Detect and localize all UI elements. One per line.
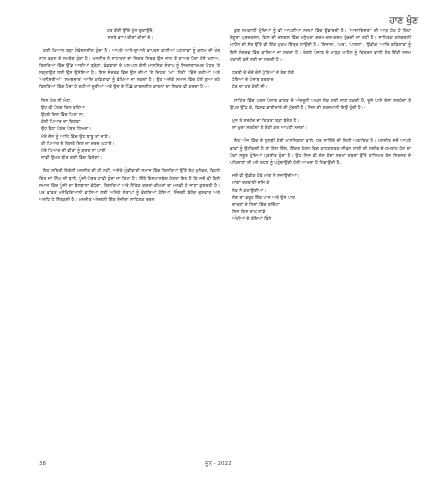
- page-number: 38: [39, 461, 46, 467]
- verse-line: ਉਹ ਬੈਠਾ ਪੱਥਰ ਪੱਥਰ ਲਿਖਦਾ।: [41, 127, 92, 133]
- verse-line: ਮੇਰੇ ਦੱਸ ਨੂੰ ਆਹਿ ਵਿੱਚ ਉਹ ਬਾਬੂ ਤਾਂ ਜਾਣੋ।: [41, 134, 111, 140]
- verse-line: ਹੋਰ ਦਾ ਹਰ ਕੋਈ ਸੀ।: [232, 85, 268, 91]
- verse-line: ਹਰ ਕੋਈ ਉੱਚੇ ਮੁੱਲ ਚੁਕਾਉਂਦੈ,: [107, 29, 154, 34]
- body-paragraph: ਸਾਹਿਤ ਵਿੱਚ ਪਰਸ ਪੰਜਾਬ ਭਾਰਤ ਦੇ ਅੰਦਰੂਨੀ ਅਖ਼ਸ ਲੋਕ ਲਈ ਜਾਣ ਹਕਦੀ ਹੈ, ਦੂਜੇ ਪਾਸੇ ਦੇਸ਼ਾ ਸਰਹੱਦਾਂ ਤੋਂ ਉਪਰ ਉੱਠ ਕੇ, ਵਿਸ਼ਵ ਭਾਈਚਾਰੇ ਦੀ ਮੁੱਦਈ ਹੈ। ਜਿਸ ਦੀ ਤਰਜਮਾਨੀ ਇਉਂ ਹੁੰਦੀ ਹੈ।-: [230, 98, 411, 111]
- verse-line: ਕੀ ਪਿਆਰ ਦੇ ਰਿਸ਼ਤੇ ਦਿਲ ਦਾ ਦਰਦ ਘਟਾਏ।: [41, 141, 115, 147]
- verse-line: ਅੰਖੀਆਂ ਦੇ ਕੋਇਆਂ ਵਿੰਨੇ: [232, 217, 272, 223]
- verse-line: ਜੱਗ ਦਾ ਫਰੂਹ ਇੱਕ ਪਾਜ ਅਤੇ ਉਸ ਪਾਰ: [232, 195, 295, 201]
- verse-line: ਜਿਸ ਘੱਰ ਸੀ ਮੰਤਾ,: [41, 98, 72, 104]
- verse-block: [230, 173, 411, 223]
- verse-block: [230, 70, 411, 92]
- verse-line: ਜਿਸ ਕਿਸ ਰਾਖ ਲਾਡੇ: [232, 210, 266, 216]
- verse-line: ਉਹਦੇ ਦਿਲ ਵਿੱਚ ਪਿਤਾ ਨਾ,: [41, 113, 85, 119]
- verse-line: ਸਸਤੇ ਭਾਅ ਚੀਜ਼ਾਂ ਕੀਜ਼ਾਂ ਦੇ।: [107, 36, 154, 42]
- left-column: [39, 28, 220, 210]
- body-paragraph: ਕੁਝ ਸਮਕਾਲੀ ਮੁੱਦਿਆਂ ਨੂੰ ਵੀ ਆਪਣੀਆਂ ਨਜ਼ਮਾਂ ਵਿੱਚ ਉਭਾਰਦੀ ਹੈ। 'ਆਜ਼ਾਦਿਸ਼ਤਾ' ਦੀ ਆੜ ਹੇਠ ਹੋ ਰਿਹਾ ਬੇਹੂਦਾ ਪ੍ਰਦਰਸ਼ਨ, ਕਿਸ ਦੀ ਦਲਦਲ ਵਿੱਚ ਮਨੁੱਖਤਾ ਕਦਮ-ਦਰ-ਕਦਮ ਖੁੱਭਦੀ ਜਾ ਰਹੀ ਹੈ। ਸਾਹਿਤਕ ਕਲਚਰਲੀ ਮਾਹੌਲ ਦੀ ਸੋਰ ਉੱਤੇ ਵੀ ਇੱਕ ਮੁਕਮ ਚਿੱਤ੍ਰ ਲਾਉਂਦੀ ਹੈ। 'ਇਜ਼ਾਜ਼', 'ਘਰ', 'ਪਾਰਲਾ', 'ਉਡੀਕ' ਆਦਿ ਕਵਿਤਾਵਾਂ ਨੂੰ ਇਸੇ ਸੰਦਰਭ ਵਿੱਚ ਵਾਚਿਆ ਜਾ ਸਕਦਾ ਹੈ। ਰੰਗਲੇ ਪੰਜਾਬ ਦੇ ਮਾੜ੍ਹ ਮਾਹੌਲ ਨੂੰ ਚਿਤਰਨ ਵਾਲੀ ਹੋਰ ਇੱਕੀ ਨਜ਼ਮ ਹਕਾਰੀ ਵਜੋਂ ਲਈ ਜਾ ਸਕਦੀ ਹੈ।-: [230, 29, 411, 63]
- verse-line: ਮੁਨ ਤੇ ਸਰਹੱਦ ਦਾ ਕਿਤਤਾ ਬੜਾ ਬੇਰੋਤ ਹੈ।: [232, 119, 300, 125]
- body-paragraph: ਕਈ ਖ਼ਿਆਲ ਬੜਾ ਸੰਵੇਦਨਸ਼ੀਲ ਹੁੰਦਾ ਹੈ। ਆਪਣੇ ਆਲੇ-ਦੁਆਲੇ ਵਾਪਰਨ ਵਾਲੀਆਂ ਘਟਨਾਵਾਂ ਨੂੰ ਕਲਮ ਦੀ ਖੰਬ ਨਾਲ ਫੜਨ ਦੇ ਸਮਰੱਥ ਹੁੰਦਾ ਹੈ। ਮਨਜੀਤ ਨੇ ਸਾਧਾਰਨ ਦਾ ਜ਼ਿਕਰ ਸਿਰਫ਼ ਉਸ ਜਾਣ ਤੋਂ ਬਾਅਦ ਪੈਦਾ ਹੋਏ ਖਲਾਅ, ਰਿਸ਼ਤਿਆਂ ਵਿੱਚ ਉੱਡ ਆਈਆਂ ਤ੍ਰੇੜਾਂ, ਵੰਡਵਾਰਾਂ ਦੇ ਪਲ-ਪਲ ਗੋਲੀ ਮਾਨਸਿਕ ਸੰਤਾਪ ਨੂੰ ਸਿਰਜਣਾਤਮਕ ਪੱਧਰ 'ਤੇ ਸਕ੍ਰਾਉਣ ਲਈ ਉਸ ਉਸੇਇਆ ਹੈ। ਇਸ ਸੰਦਰਭ ਵਿੱਚ ਉਸ ਦੀਆਂ 'ਏ ਜ਼ਿਹਰ' 'ਮਾਂ' 'ਲੋਰੀ' 'ਭਿੱਜੇ ਰਤੀਆਂ' ਅਤੇ 'ਅਸੀਸ਼ਰੀਆਂ' 'ਸਮਝਦਾਰ' ਆਦਿ ਕਵਿਤਾਵਾਂ ਨੂੰ ਵੇਖਿਆ ਜਾ ਸਕਦਾ ਹੈ। ਉਹ ਅਜੋਕੇ ਸਮਾਜ ਵਿੱਚ ਹੋਏ ਗੁਆ ਰਹੇ ਰਿਸ਼ਤਿਆਂ ਵਿੱਚ ਪੈਦਾ ਹੋ ਰਹੀਆਂ ਦੂਰੀਆਂ ਅਤੇ ਉਸ ਦੇ ਪਿੱਛੇ ਕਾਰਜਸ਼ੀਲ ਕਾਰਨਾਂ ਦਾ ਜ਼ਿਕਰ ਵੀ ਕਰਦਾ ਹੈ।--: [39, 49, 220, 91]
- issue-date: ਜੂਨ - 2022: [205, 461, 232, 467]
- verse-line: ਕੋਈ ਪਿਆਰ ਦਾ ਝਿਣਕਾ: [41, 120, 81, 126]
- body-paragraph: ਇਹ ਸਥਿਤੀ ਇਕੱਲੀ ਮਨਜੀਤ ਦੀ ਹੀ ਨਹੀਂ, ਅਜੋਕੇ ਮੁੰਡੀਵਾਦੀ ਸਮਾਜ ਵਿੱਚ ਰਿਸ਼ਤਿਆਂ ਉੱਤੇ ਬੇਹ ਮੁਨੱਫਰ, ਵਿਹਲੇ ਚਿੰਤ ਜਾਂ ਨਿੱਘ ਦੀ ਢਾਲੋ, ਪੂੰਜੀ-ਪੱਥਰ ਹਾਵੀ ਹੁੰਦਾ ਜਾ ਰਿਹਾ ਹੈ। ਇੱਥੇ ਇਸਮਾਨਚੋਗ ਹੋਣਰਾ ਇਹ ਹੈ ਕਿ ਜਦੋਂ ਵੀ ਕਿਸੇ ਸਮਾਜ ਵਿੱਚ ਪੂੰਜੀ ਦਾ ਬੋਲਬਾਲਾ ਵੱਧੇਗਾ, ਰਿਸ਼ਤਿਆਂ ਅਤੇ ਨੈਤਿਕ ਕਦਰਾਂ-ਕੀਮਤਾਂ ਦਾ ਮਨਫ਼ੀ ਹੋ ਜਾਣਾ ਕੁਦਰਤੀ ਹੈ। ਪਰ ਵਾਂਡਰ ਮਨੋਵਿਗਿਆਨੀ ਵਾਲਿਆਂ ਲਈ ਅਜਿਹੇ ਸੰਤਾਪਾਂ ਨੂੰ ਭੋਗਦਿਆਂ ਹੋਇਆਂ, ਜਿੰਦਗੀ ਬੇਹੱਦ ਦੁਸ਼ਵਾਰ ਅਤੇ ਅਸਹਿ ਹੋ ਨਿੱਬੜਦੀ ਹੈ। ਮਨਜੀਤ ਅੰਦਰਲੀ ਇੱਕ ਸੰਜੀਦਾ ਸਾਹਿਤਕ ਰਚਨ: [39, 169, 220, 204]
- verse-line: ਧਰਤੀ ਦੇ ਚੰਦੋਂ ਚੰਨੋਂ ਪੁੱਤਿਆਂ ਦੇ ਰੋਗ ਲੱਗੇ: [232, 71, 294, 77]
- magazine-header-title: ਹਾਣ ਖੁੰਣ: [389, 16, 418, 26]
- body-paragraph: ਇਹ ਅੱਜ ਵਿੱਚ ਦੇ ਸੁਲਝੀ ਹੋਈ ਮਾਨਸਿਕਤਾ ਵਾਲੇ, ਹਰ ਸਾਰਿੱਥੇ ਦੀ ਦਿਲੀ ਅਵਾਜ਼ਿਕ ਹੈ। ਮਨਜੀਤ ਜਦੋਂ ਆਪਣੇ ਭਾਵਾਂ ਨੂੰ ਉਲੀਕਦੀ ਹੈ ਤਾਂ ਇਸ ਦਿੱਸ਼, ਇੱਕਰ ਹੋਣਸ ਵਿਚ ਕਾਹਣਸ਼ਤਕ ਜੀਵਨ ਸਾਥੀ ਦੀ ਸਦੀਵ-ਦੇ-ਹਮਰਾਹ ਹੋਣ ਦਾ ਪੱਕਾ ਸਬੂਤ ਹੁੰਦਿਆਂ ਪ੍ਰਤੀਤ ਹੁੰਦਾ ਹੈ। ਉਹ ਜਿਸ ਵੀ ਦੋਸ ਹੋਂਦਾਂ ਨਜ਼ਮਾਂ ਸ਼ਬਦਾਂ ਉੱਤੇ ਤਾਲਿਮਤ ਤੇਜ਼ ਸਿਰਜਣ ਦੇ ਪਹਿਚਾਣਾਂ ਦੀ ਮਨੇ ਰਹਣ ਨੂੰ ਪਹੁੰਚਾਉਂਦੀ ਹੋਈ ਆਖਦਾ ਹੈ ਨਿਭਾਉਂਦੀ ਹੈ,: [230, 139, 411, 167]
- verse-line: ਸਾਂ ਖ਼ੁਦਾ ਸਰਹੱਦਾਂ ਤੇ ਰੋਕੀ ਕਰ ਆਪਣੀ ਨਜ਼ਰਾਂ।: [232, 126, 308, 132]
- verse-block: [39, 98, 220, 163]
- right-column: [230, 28, 411, 230]
- verse-block: [39, 28, 220, 42]
- verse-line: ਨੱਕ ਨੇ ਕਹਾਉਂਦੀਆਂ।: [232, 188, 267, 194]
- verse-block: [230, 118, 411, 132]
- verse-line: ਮਾਂਗਾਂ ਦਰਬਾਰੀ ਸਜਿ ਕੇ: [232, 181, 270, 187]
- verse-line: ਸਾਡੀ ਉਮਰ ਬੀਤ ਗਈ ਵਿੱਚ ਵਿਜੋਗਾਂ।: [41, 156, 103, 162]
- verse-line: ਮੇਰੇ ਪਿਆਰ ਦੀ ਵੀਰਾਂ ਨੂੰ ਕਦਰ ਨਾ ਪਾਈ: [41, 149, 106, 155]
- verse-line: ਟੋਇਆਂ ਦੇ ਪੰਜਾਬ ਬਰਬਾਦ: [232, 78, 274, 84]
- verse-line: ਜਦੋਂ ਵੀ ਉਡੀਕ ਹੋਵੇ ਮਾਂਗ ਨੇ ਸਜਾਉਂਦੀਆਂ।: [232, 174, 300, 180]
- verse-line: ਚਾਰਣਾਂ ਦੇ ਨਿਸ਼ਾਂ ਵਿੱਚ ਕਚਿੱਟਾ: [232, 203, 280, 209]
- verse-line: ਉਹ ਵੀ ਪੱਥਰ ਦਿਲ ਬਣਿਆ: [41, 105, 86, 111]
